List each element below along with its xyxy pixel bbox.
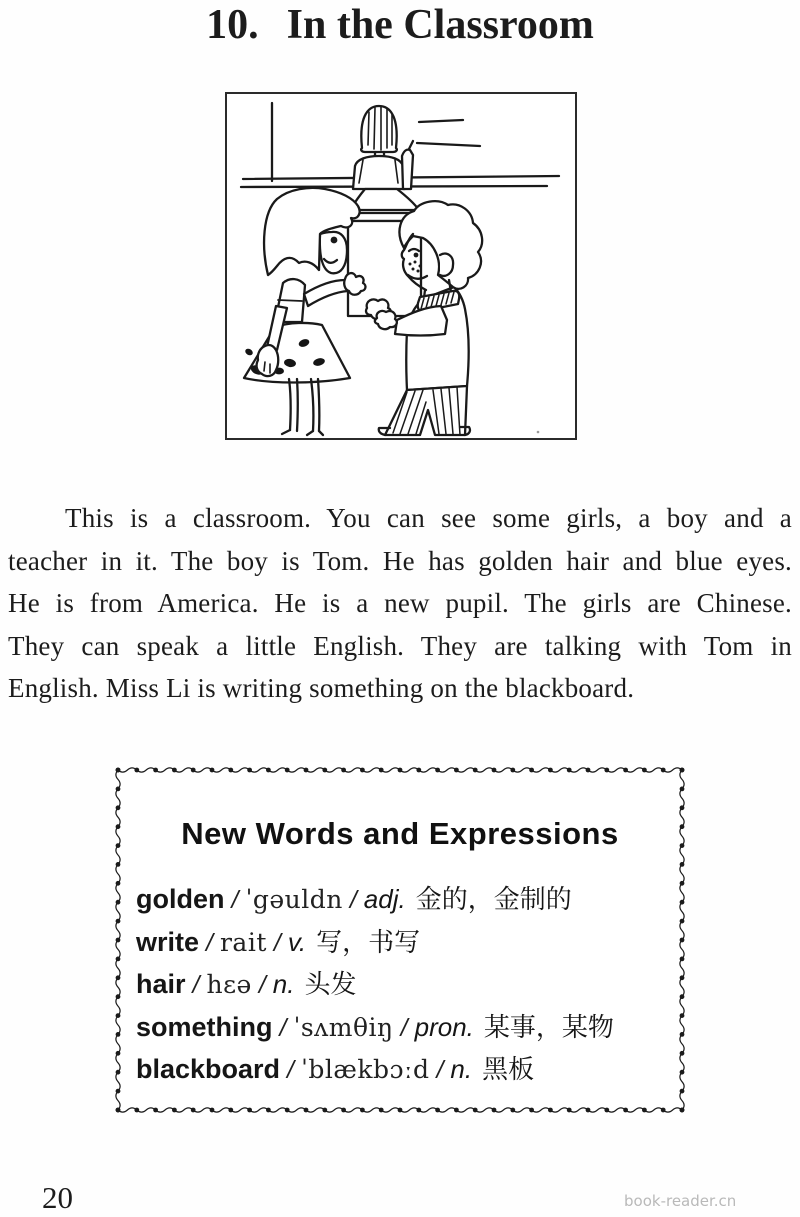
slash-separator: / bbox=[287, 1056, 294, 1085]
vocab-entry bbox=[136, 1006, 666, 1049]
vocab-phonetic: ˈgəuldn bbox=[245, 885, 343, 914]
vocab-meaning: 金的，金制的 bbox=[415, 884, 572, 914]
slash-separator: / bbox=[349, 886, 357, 914]
vocab-phonetic: rait bbox=[219, 927, 267, 957]
paragraph-line: He is from America. He is a new pupil. The girls are Chinese. bbox=[8, 588, 792, 618]
page-title bbox=[0, 0, 800, 50]
vocab-heading: New Words and Expressions bbox=[181, 816, 619, 851]
vocab-word: something bbox=[136, 1011, 273, 1042]
slash-separator: / bbox=[192, 971, 200, 1000]
watermark: book-reader.cn bbox=[624, 1192, 737, 1210]
vocab-meaning: 某事，某物 bbox=[483, 1011, 614, 1042]
paragraph-line: teacher in it. The boy is Tom. He has golden hair and blue eyes. bbox=[8, 545, 792, 576]
vocab-pos: n. bbox=[272, 969, 295, 1000]
vocab-pos: n. bbox=[450, 1054, 473, 1085]
vocab-pos: adj. bbox=[363, 884, 406, 914]
paragraph-line: English. Miss Li is writing something on the blackboard. bbox=[8, 673, 635, 703]
lesson-title: In the Classroom bbox=[286, 2, 594, 48]
slash-separator: / bbox=[258, 971, 266, 1000]
vocab-meaning: 黑板 bbox=[482, 1054, 535, 1085]
vocab-entry bbox=[136, 878, 666, 921]
vocab-entry bbox=[136, 963, 666, 1006]
slash-separator: / bbox=[279, 1013, 287, 1042]
classroom-illustration bbox=[225, 92, 577, 440]
teacher-figure bbox=[350, 106, 419, 210]
slash-separator: / bbox=[400, 1013, 408, 1042]
vocab-word: blackboard bbox=[136, 1054, 281, 1085]
vocab-phonetic: ˈblækbɔːd bbox=[301, 1055, 430, 1085]
vocab-meaning: 头发 bbox=[304, 969, 357, 1000]
slash-separator: / bbox=[436, 1056, 444, 1085]
vocab-list bbox=[136, 878, 666, 1091]
slash-separator: / bbox=[206, 928, 213, 957]
vocab-word: golden bbox=[136, 884, 225, 914]
paragraph-line: They can speak a little English. They are talking with Tom in bbox=[8, 630, 792, 661]
vocab-pos: v. bbox=[287, 926, 307, 957]
paragraph-line: This is a classroom. You can see some girls, a boy and a bbox=[65, 503, 792, 533]
slash-separator: / bbox=[231, 886, 239, 914]
vocab-word: hair bbox=[136, 969, 186, 1000]
vocab-entry bbox=[136, 921, 666, 964]
vocab-phonetic: ˈsʌmθiŋ bbox=[293, 1012, 394, 1042]
vocab-box bbox=[110, 762, 690, 1118]
slash-separator: / bbox=[273, 928, 281, 957]
story-paragraph bbox=[8, 497, 792, 710]
lesson-number: 10. bbox=[206, 2, 259, 48]
vocab-pos: pron. bbox=[414, 1011, 474, 1042]
vocab-phonetic: hɛə bbox=[206, 970, 252, 1000]
page-number: 20 bbox=[42, 1180, 73, 1215]
vocab-meaning: 写，书写 bbox=[316, 926, 421, 957]
vocab-entry bbox=[136, 1048, 666, 1091]
vocab-word: write bbox=[136, 926, 200, 957]
